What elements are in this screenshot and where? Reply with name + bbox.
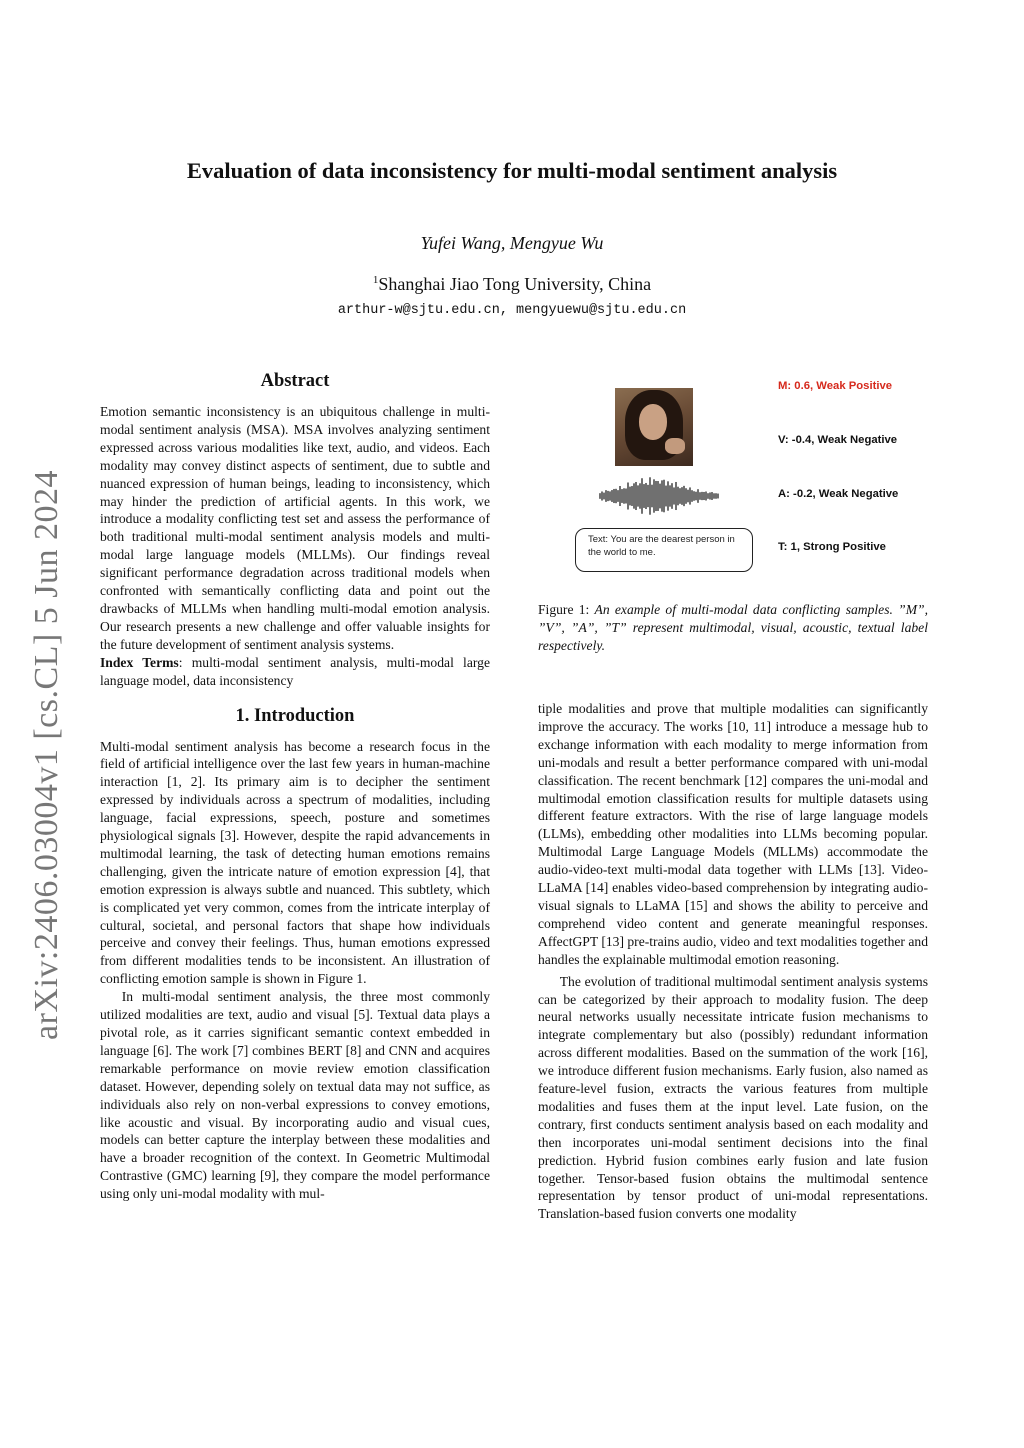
left-column <box>100 369 490 1203</box>
label-multimodal: M: 0.6, Weak Positive <box>778 380 893 392</box>
audio-waveform-icon <box>598 474 722 518</box>
caption-text: An example of multi-modal data conflicting samples. ”M”, ”V”, ”A”, ”T” represent multimodal, visual, acoustic, textual label respectively. <box>538 602 928 653</box>
hand-shape <box>665 438 685 454</box>
intro-paragraph-3: tiple modalities and prove that multiple modalities can significantly improve the accuracy. The works [10, 11] introduce a message hub to exchange information with each modality to merge information from uni-modals and result a better performance compared with uni-modal classification. The recent benchmark [12] compares the uni-modal and multimodal emotion classification results for multiple datasets using different feature extractors. With the rise of large language models (LLMs), embedding other modalities into LLMs becoming popular. Multimodal Large Language Models (MLLMs) accommodate the audio-video-text multi-modal data together with LLMs [13]. Video-LLaMA [14] enables video-based comprehension by integrating audio-visual signals to LLaMA [15] and shows the ability to perceive and comprehend video content and generate meaningful responses. AffectGPT [13] pre-trains audio, video and text modalities together and handles the explainable multimodal emotion reasoning. <box>538 701 928 967</box>
paper-title: Evaluation of data inconsistency for multi-modal sentiment analysis <box>186 158 838 183</box>
intro-heading: 1. Introduction <box>235 705 355 726</box>
label-visual: V: -0.4, Weak Negative <box>778 434 898 446</box>
label-acoustic: A: -0.2, Weak Negative <box>778 488 899 500</box>
index-terms <box>100 654 490 690</box>
caption-label: Figure 1: <box>538 602 595 617</box>
text-utterance-box: Text: You are the dearest person in the world to me. <box>575 528 753 572</box>
face-image <box>615 388 693 466</box>
figure-1 <box>538 376 928 602</box>
abstract-body: Emotion semantic inconsistency is an ubiquitous challenge in multi-modal sentiment analysis (MSA). MSA involves analyzing sentiment expressed across various modalities like text, audio, and videos. Each modality may convey distinct aspects of sentiment, due to subtle and nuanced expression of human beings, leading to inconsistency, which may hinder the prediction of artificial agents. In this work, we introduce a modality conflicting test set and assess the performance of both traditional multi-modal sentiment analysis models and multi-modal large language models (MLLMs). Our findings reveal significant performance degradation across traditional models when confronted with semantically conflicting data and point out the drawbacks of MLLMs when handling multi-modal emotion analysis. Our research presents a new challenge and offer valuable insights for the future development of sentiment analysis systems. <box>100 404 490 652</box>
intro-paragraph-1: Multi-modal sentiment analysis has become a research focus in the field of artificial intelligence over the last few years in human-machine interaction [1, 2]. Its primary aim is to decipher the sentiment expressed by individuals across a spectrum of modalities, including language, facial expressions, speech, posture and sometimes physiological signals [3]. However, despite the rapid advancements in multimodal learning, the task of detecting human emotions remains challenging, given the intricate nature of emotion expression [4], that emotion expression is always subtle and nuanced. This subtlety, which is complicated yet very common, comes from the intricate interplay of cultural, societal, and personal factors that shape how individuals perceive and convey their feelings. Thus, human emotions expressed from different modalities tends to be inconsistent. An illustration of conflicting emotion sample is shown in Figure 1. <box>100 738 490 987</box>
intro-paragraph-2: In multi-modal sentiment analysis, the three most commonly utilized modalities are text, audio and visual [5]. Textual data plays a pivotal role, as it carries significant semantic context embedded in language [6]. The work [7] combines BERT [8] and CNN and acquires remarkable performance on movie review emotion classification dataset. However, depending solely on textual data may not suffice, as individuals also rely on non-verbal expressions to convey emotions, like acoustic and visual. By incorporating audio and visual cues, models can better capture the interplay between these modalities and have a broader recognition of the context. In Geometric Multimodal Contrastive (GMC) learning [9], they compare the model performance using only uni-modal modality with mul- <box>100 989 490 1202</box>
index-terms-text: : multi-modal sentiment analysis, multi-modal large language model, data inconsistency <box>100 654 490 688</box>
affiliation-text: Shanghai Jiao Tong University, China <box>378 274 652 294</box>
affiliation <box>0 274 1024 295</box>
arxiv-stamp: arXiv:2406.03004v1 [cs.CL] 5 Jun 2024 <box>28 469 65 1040</box>
author-list: Yufei Wang, Mengyue Wu <box>420 233 604 253</box>
intro-paragraph-4: The evolution of traditional multimodal sentiment analysis systems can be categorized by their approach to modality fusion. The deep neural networks usually necessitate intricate fusion mechanisms to integrate complementary but also (possibly) redundant information across different modalities. Based on the summation of the work [16], we introduce different fusion mechanisms. Early fusion, also named as feature-level fusion, extracts the various features from multiple modalities and fuses them at the input level. Late fusion, on the contrary, first conducts sentiment analysis based on each modality and then incorporates uni-modal sentiment decisions into the final prediction. Hybrid fusion combines early fusion and late fusion together. Tensor-based fusion obtains the multimodal sentence representation by tensor product of uni-modal representations. Translation-based fusion converts one modality <box>538 973 928 1222</box>
author-emails: arthur-w@sjtu.edu.cn, mengyuewu@sjtu.edu.cn <box>337 303 687 318</box>
affiliation-superscript: 1 <box>372 274 379 286</box>
index-terms-label: Index Terms <box>100 654 179 670</box>
face-shape <box>639 404 667 440</box>
abstract-heading: Abstract <box>260 371 330 391</box>
right-column <box>538 700 928 1223</box>
figure-1-caption <box>538 601 928 655</box>
label-textual: T: 1, Strong Positive <box>778 541 886 553</box>
